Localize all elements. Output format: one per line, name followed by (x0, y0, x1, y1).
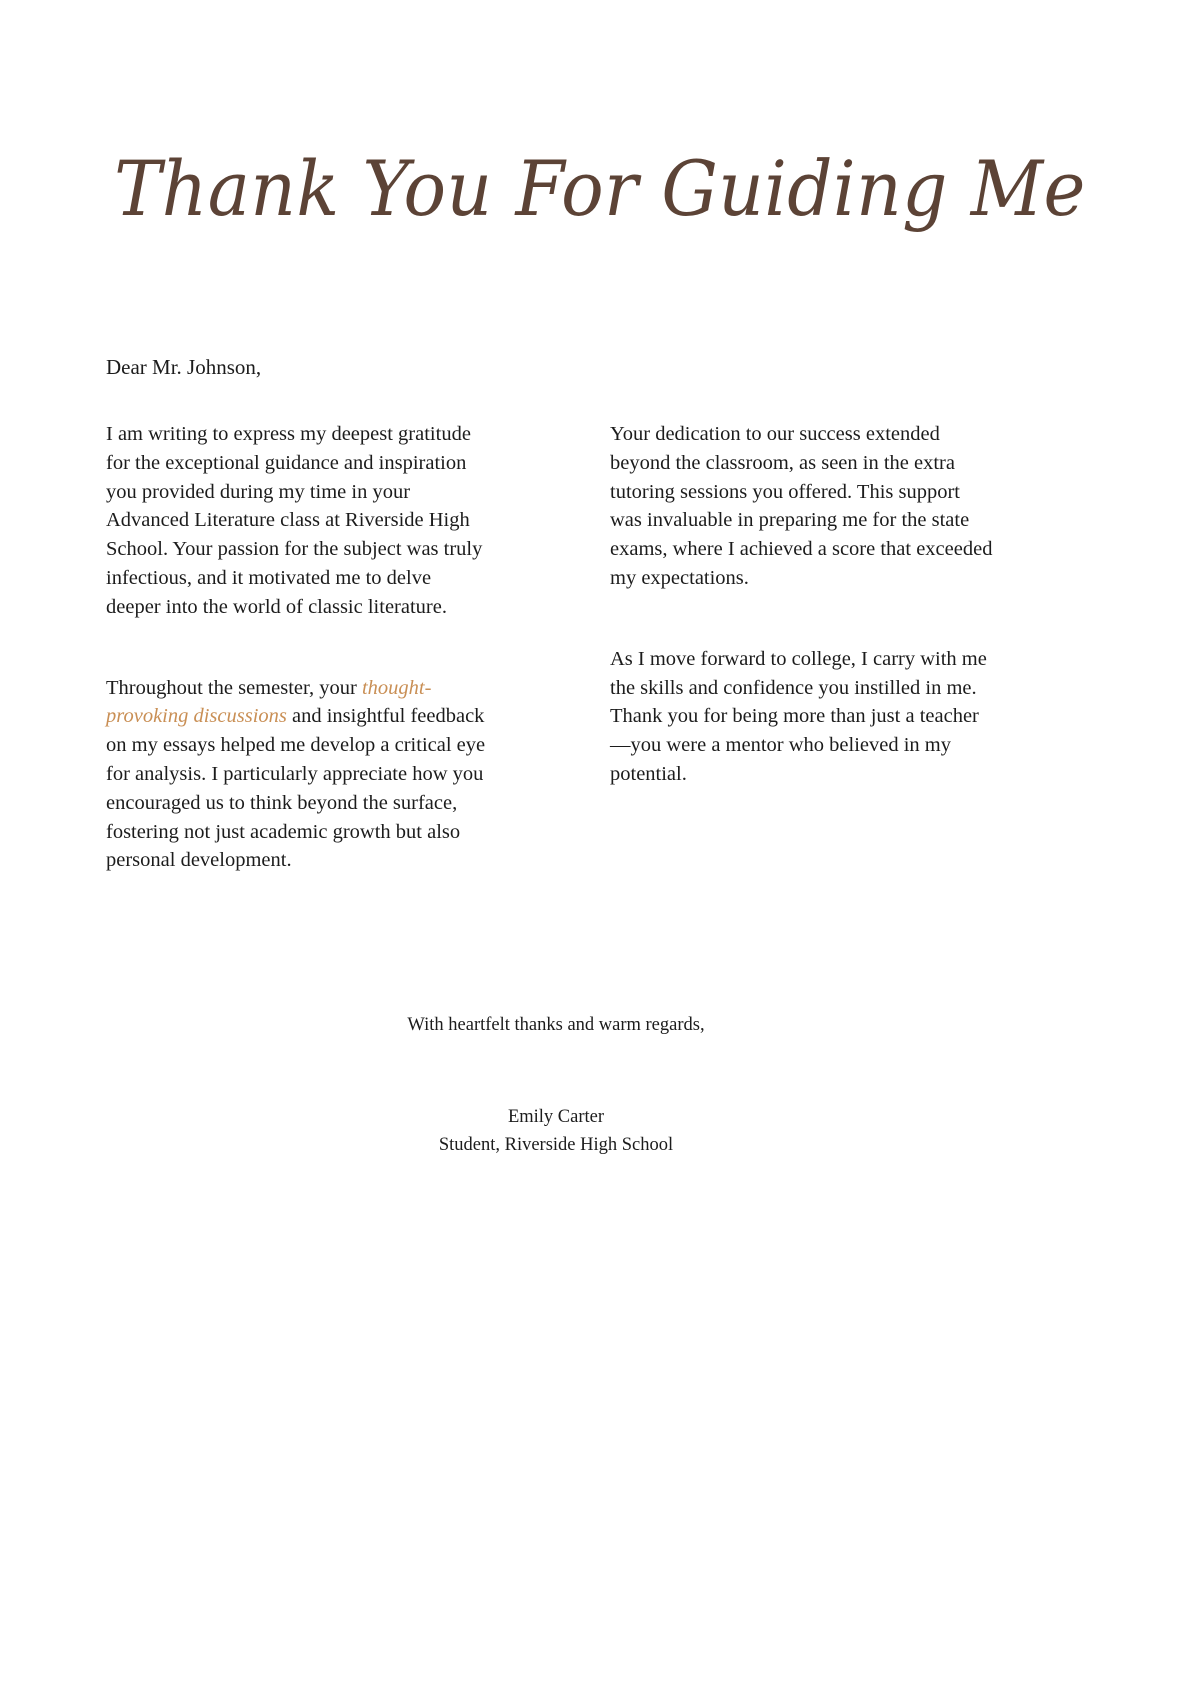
left-paragraph-2-lead: Throughout the semester, your (106, 676, 362, 699)
left-paragraph-2-tail: and insightful feedback on my essays helped me develop a critical eye for analysis. I particularly appreciate how you encouraged us to think beyond the surface, fostering not just academic growth but also personal development. (106, 705, 486, 872)
signer-name: Emily Carter (507, 1107, 605, 1127)
signer-role: Student, Riverside High School (438, 1134, 674, 1155)
left-paragraph-1: I am writing to express my deepest gratitude for the exceptional guidance and inspiration you provided during my time in your Advanced Literature class at Riverside High School. Your passion for the subject was truly infectious, and it motivated me to delve deeper into the world of classic literature. (106, 423, 483, 618)
right-paragraph-1: Your dedication to our success extended beyond the classroom, as seen in the extra tutoring sessions you offered. This support was invaluable in preparing me for the state exams, where I achieved a score that exceeded my expectations. (610, 423, 993, 589)
signature-block (0, 1104, 1200, 1160)
title-block (0, 144, 1200, 233)
signature-inner (439, 1104, 673, 1160)
valediction: With heartfelt thanks and warm regards, (407, 1015, 705, 1035)
closing-block (0, 1012, 1200, 1040)
right-paragraph-2: As I move forward to college, I carry with me the skills and confidence you instilled in me. Thank you for being more than just a teacher—you were a mentor who believed in my potential. (610, 647, 987, 785)
salutation: Dear Mr. Johnson, (106, 355, 262, 379)
highlighted-phrase: thought-provoking discussions (106, 676, 432, 728)
left-paragraph-2 (106, 674, 490, 876)
left-column (106, 420, 490, 875)
letter-body-columns (106, 420, 1094, 875)
page-title: Thank You For Guiding Me (114, 144, 1086, 233)
right-column (610, 420, 994, 789)
